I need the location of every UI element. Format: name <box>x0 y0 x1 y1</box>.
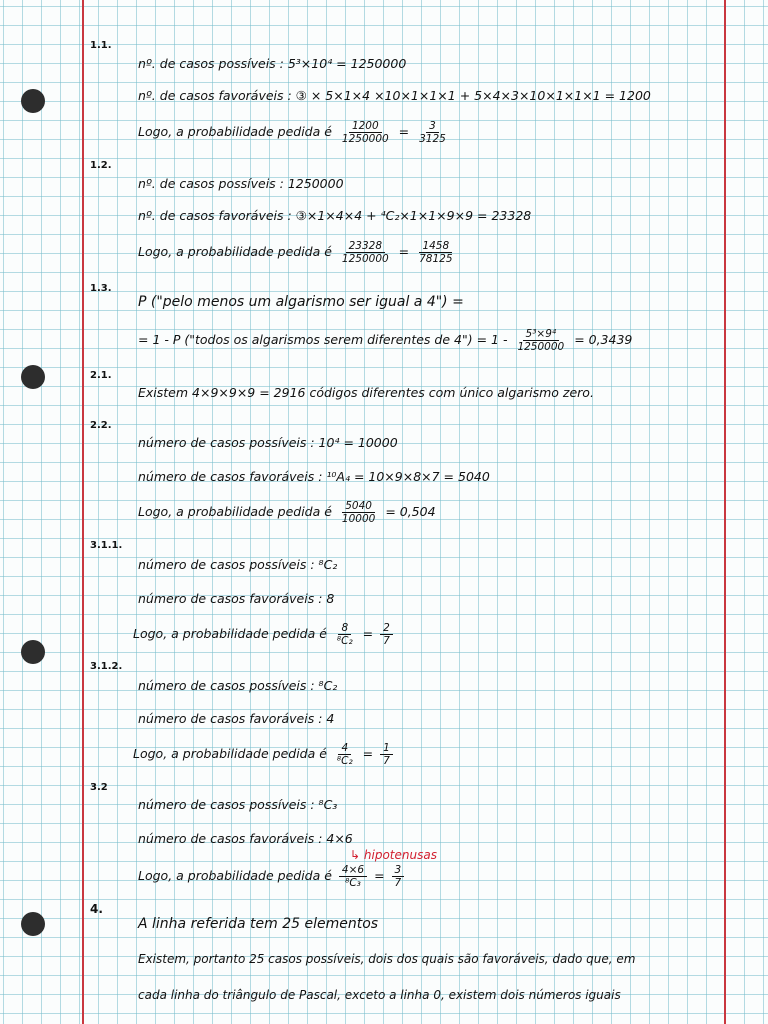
section-label: 2.2. <box>90 420 112 431</box>
denominator: 1250000 <box>341 133 389 145</box>
text-line: número de casos possíveis : ⁸C₂ <box>138 678 338 693</box>
prob-prefix: Logo, a probabilidade pedida é <box>138 504 332 519</box>
denominator: 7 <box>383 755 390 767</box>
arrow-icon: ↳ <box>350 848 361 862</box>
prob-prefix: Logo, a probabilidade pedida é <box>138 124 332 139</box>
denominator: ⁸C₂ <box>336 635 353 647</box>
text-line: número de casos favoráveis : 8 <box>138 591 335 606</box>
denominator: ⁸C₂ <box>336 755 353 767</box>
fraction <box>339 240 392 265</box>
numerator: 4×6 <box>339 864 367 877</box>
text-line: P ("pelo menos um algarismo ser igual a 4") = <box>138 294 464 310</box>
numerator: 4 <box>338 742 351 755</box>
section-label: 1.2. <box>90 160 112 171</box>
denominator: 7 <box>394 877 402 889</box>
fraction <box>380 742 393 767</box>
probability-line: Logo, a probabilidade pedida é $\frac{4\times 6}{\text{⁸C₃}}$ = $\frac{3}{7}$ <box>138 864 407 889</box>
text-line: número de casos possíveis : ⁸C₂ <box>138 557 338 572</box>
denominator: 78125 <box>419 253 453 265</box>
fraction <box>416 120 449 145</box>
text-line: Existem, portanto 25 casos possíveis, dois dos quais são favoráveis, dado que, em <box>138 952 636 966</box>
probability-line: Logo, a probabilidade pedida é $\frac{8}{\text{⁸C₂}}$ = $\frac{2}{7}$ <box>133 622 396 647</box>
text-line: nº. de casos possíveis : 5³×10⁴ = 1250000 <box>138 56 407 71</box>
section-label: 1.1. <box>90 40 112 51</box>
denominator: 1250000 <box>517 341 565 353</box>
numerator: 5040 <box>342 500 375 513</box>
binder-hole-4 <box>21 912 45 936</box>
fraction <box>334 622 356 647</box>
probability-line <box>138 500 436 525</box>
numerator: 3 <box>426 120 439 133</box>
result: = 0,504 <box>385 504 436 519</box>
result: = 0,3439 <box>574 332 633 347</box>
binder-hole-2 <box>21 365 45 389</box>
fraction <box>514 328 567 353</box>
text-line: número de casos favoráveis : 4 <box>138 711 335 726</box>
section-label: 2.1. <box>90 370 112 381</box>
right-margin-line <box>724 0 726 1024</box>
binder-hole-3 <box>21 640 45 664</box>
fraction <box>339 500 378 525</box>
numerator: 23328 <box>346 240 385 253</box>
denominator: 1250000 <box>341 253 389 265</box>
prob-prefix: Logo, a probabilidade pedida é <box>133 746 327 761</box>
numerator: 3 <box>392 864 405 877</box>
text-line: número de casos possíveis : ⁸C₃ <box>138 797 338 812</box>
denominator: 10000 <box>341 513 376 525</box>
numerator: 1 <box>380 742 393 755</box>
numerator: 1458 <box>419 240 452 253</box>
numerator: 8 <box>338 622 351 635</box>
text-line: Existem 4×9×9×9 = 2916 códigos diferentes com único algarismo zero. <box>138 385 594 400</box>
text-line: número de casos possíveis : 10⁴ = 10000 <box>138 435 398 450</box>
fraction <box>339 864 367 889</box>
text-line: A linha referida tem 25 elementos <box>138 916 379 932</box>
complement-expression: = 1 - P ("todos os algarismos serem diferentes de 4") = 1 - <box>138 332 508 347</box>
text-line: nº. de casos favoráveis : ③×1×4×4 + ⁴C₂×1×1×9×9 = 23328 <box>138 208 532 223</box>
binder-hole-1 <box>21 89 45 113</box>
fraction <box>380 622 393 647</box>
hipotenusas-annotation <box>350 848 437 862</box>
fraction <box>339 120 392 145</box>
section-label: 1.3. <box>90 283 112 294</box>
probability-line <box>138 328 632 353</box>
fraction <box>416 240 455 265</box>
probability-line: Logo, a probabilidade pedida é $\frac{1200}{1250000}$ = $\frac{3}{3125}$ <box>138 120 452 145</box>
denominator: ⁸C₃ <box>345 877 361 889</box>
text-line: nº. de casos favoráveis : ③ × 5×1×4 ×10×1×1×1 + 5×4×3×10×1×1×1 = 1200 <box>138 88 651 103</box>
probability-line: Logo, a probabilidade pedida é $\frac{23328}{1250000}$ = $\frac{1458}{78125}$ <box>138 240 459 265</box>
annotation-text: hipotenusas <box>363 848 437 862</box>
text-line: número de casos favoráveis : ¹⁰A₄ = 10×9×8×7 = 5040 <box>138 469 490 484</box>
fraction <box>334 742 356 767</box>
left-margin-line <box>82 0 84 1024</box>
section-label: 3.1.2. <box>90 661 123 672</box>
probability-line: Logo, a probabilidade pedida é $\frac{4}{\text{⁸C₂}}$ = $\frac{1}{7}$ <box>133 742 396 767</box>
denominator: 3125 <box>419 133 446 145</box>
numerator: 5³×9⁴ <box>523 328 560 341</box>
prob-prefix: Logo, a probabilidade pedida é <box>138 244 332 259</box>
text-line: nº. de casos possíveis : 1250000 <box>138 176 344 191</box>
numerator: 2 <box>380 622 393 635</box>
text-line: número de casos favoráveis : 4×6 <box>138 831 353 846</box>
denominator: 7 <box>383 635 390 647</box>
text-line: cada linha do triângulo de Pascal, exceto a linha 0, existem dois números iguais <box>138 988 621 1002</box>
fraction <box>392 864 405 889</box>
section-label: 3.2 <box>90 782 108 793</box>
prob-prefix: Logo, a probabilidade pedida é <box>138 868 332 883</box>
section-label: 3.1.1. <box>90 540 123 551</box>
prob-prefix: Logo, a probabilidade pedida é <box>133 626 327 641</box>
section-label: 4. <box>90 902 103 916</box>
numerator: 1200 <box>349 120 382 133</box>
